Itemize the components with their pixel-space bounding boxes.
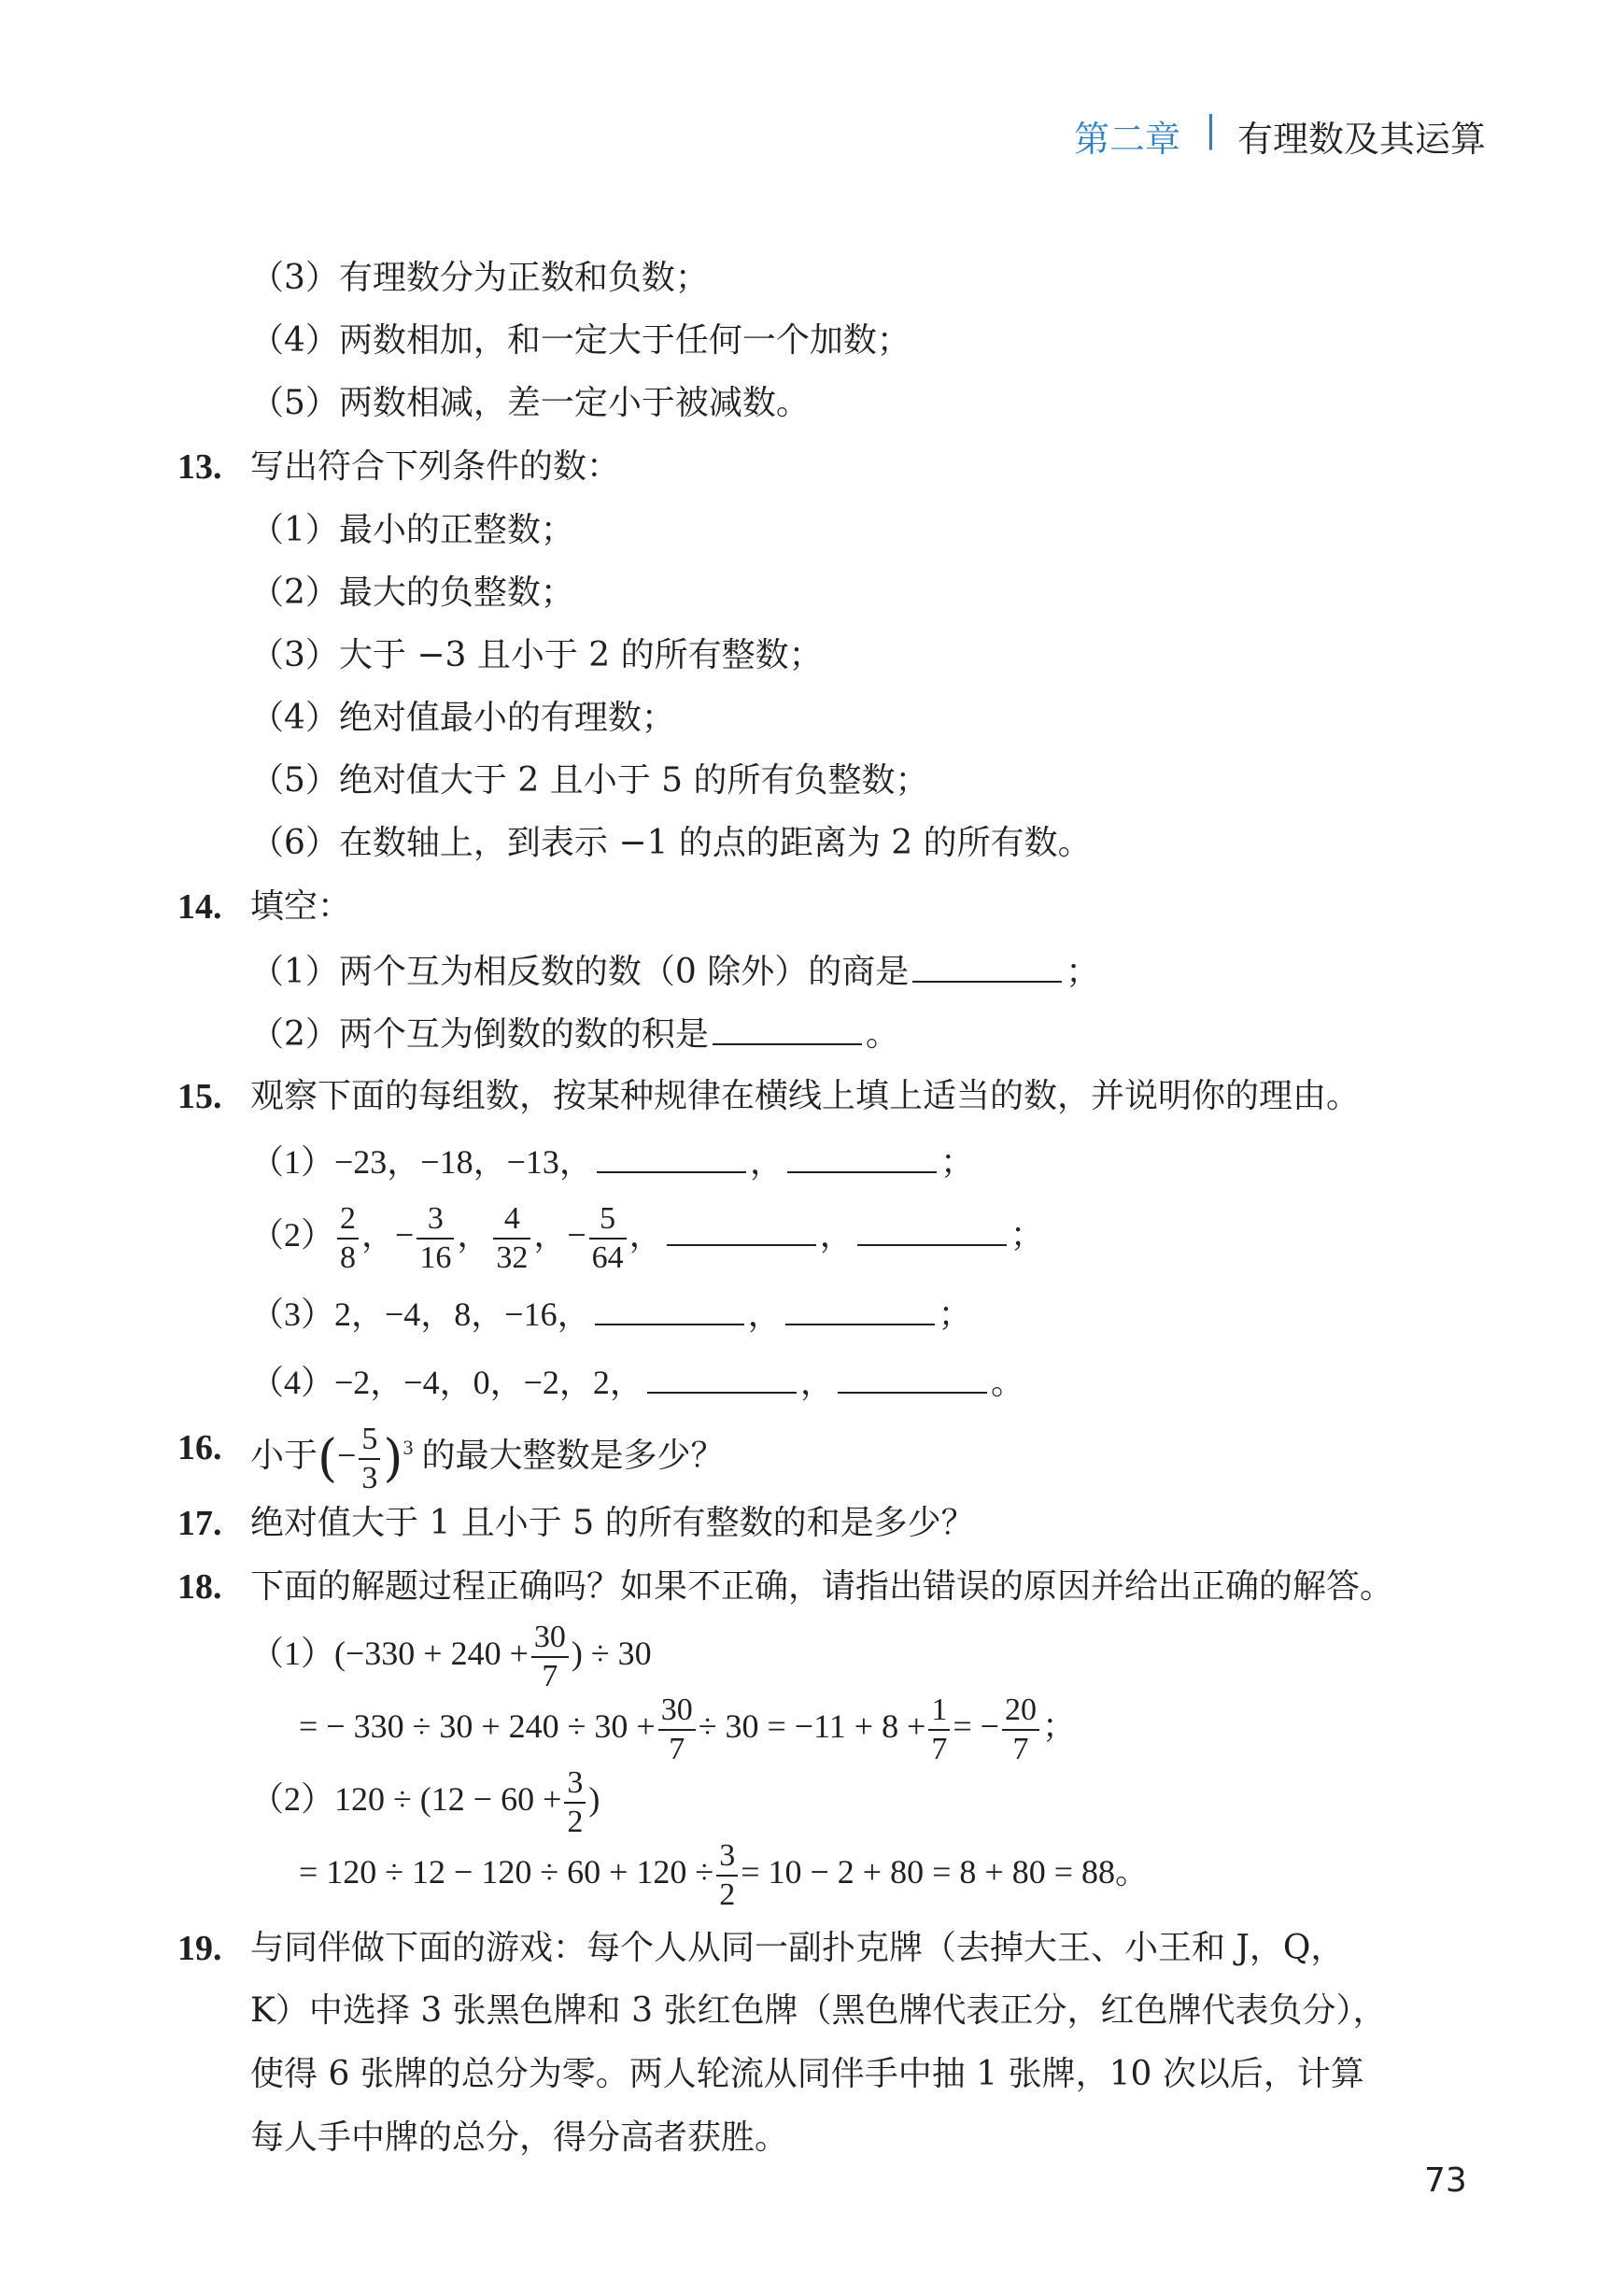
question-number: 13.: [177, 447, 222, 487]
fraction: $\frac{1}{7}$: [928, 1692, 950, 1768]
punctuation: ，: [819, 1216, 854, 1254]
header-separator: |: [1205, 108, 1217, 149]
punctuation: ；: [939, 1143, 974, 1181]
sub-question-text: （4）绝对值最小的有理数；: [250, 699, 675, 737]
question-text: 写出符合下列条件的数：: [250, 447, 621, 486]
fraction: $\frac{3}{16}$: [417, 1200, 454, 1277]
sub-question-text: （2）最大的负整数；: [250, 574, 574, 612]
sub-question-text: （1）两个互为相反数的数（0 除外）的商是: [250, 953, 910, 991]
question-text: 绝对值大于 1 且小于 5 的所有整数的和是多少？: [250, 1504, 975, 1542]
number-sequence: （3）2，−4，8，−16，: [250, 1296, 591, 1333]
fraction: $\frac{2}{8}$: [337, 1200, 359, 1277]
question-text: 下面的解题过程正确吗？如果不正确，请指出错误的原因并给出正确的解答。: [250, 1567, 1394, 1606]
answer-blank[interactable]: [838, 1360, 987, 1394]
punctuation: ；: [1010, 1216, 1044, 1254]
math-expression: 120 ÷ (12 − 60 +: [334, 1780, 562, 1818]
question-text: 小于: [250, 1437, 318, 1474]
fraction: $\frac{20}{7}$: [1002, 1692, 1039, 1768]
chapter-label: 第二章: [1074, 119, 1181, 160]
question-number: 19.: [177, 1929, 222, 1968]
sub-question-text: （5）两数相减，差一定小于被减数。: [250, 384, 810, 422]
answer-blank[interactable]: [785, 1292, 935, 1325]
sub-question-label: （1）: [250, 1635, 335, 1672]
math-expression: = −: [953, 1707, 999, 1745]
answer-blank[interactable]: [597, 1140, 746, 1173]
number-sequence: （1）−23，−18，−13，: [250, 1143, 593, 1181]
fraction: $\frac{30}{7}$: [658, 1692, 696, 1768]
question-text: 与同伴做下面的游戏：每个人从同一副扑克牌（去掉大王、小王和 J，Q，: [250, 1929, 1345, 1967]
sub-question-text: （3）有理数分为正数和负数；: [250, 259, 709, 297]
sub-question-label: （2）: [250, 1216, 335, 1254]
fraction: $\frac{3}{2}$: [716, 1837, 738, 1914]
math-expression: = 10 − 2 + 80 = 8 + 80 = 88。: [741, 1853, 1150, 1891]
fraction: $\frac{4}{32}$: [493, 1200, 530, 1277]
fraction: $\frac{5}{3}$: [359, 1421, 380, 1497]
punctuation: 。: [990, 1364, 1024, 1401]
punctuation: 。: [865, 1015, 899, 1054]
exponent: 3: [402, 1436, 414, 1459]
answer-blank[interactable]: [912, 949, 1062, 983]
math-expression: ) ÷ 30: [571, 1635, 652, 1672]
question-text: K）中选择 3 张黑色牌和 3 张红色牌（黑色牌代表正分，红色牌代表负分），: [250, 1991, 1387, 2030]
answer-blank[interactable]: [857, 1212, 1007, 1246]
math-expression: = − 330 ÷ 30 + 240 ÷ 30 +: [299, 1707, 656, 1745]
question-number: 16.: [177, 1428, 222, 1467]
sub-question-text: （5）绝对值大于 2 且小于 5 的所有负整数；: [250, 761, 929, 800]
question-number: 17.: [177, 1504, 222, 1543]
answer-blank[interactable]: [647, 1360, 797, 1394]
sub-question-text: （4）两数相加，和一定大于任何一个加数；: [250, 321, 911, 360]
question-text: 观察下面的每组数，按某种规律在横线上填上适当的数，并说明你的理由。: [250, 1077, 1361, 1115]
math-expression: ÷ 30 = −11 + 8 +: [698, 1707, 926, 1745]
chapter-title: 有理数及其运算: [1237, 119, 1487, 160]
question-text: 每人手中牌的总分，得分高者获胜。: [250, 2118, 789, 2157]
punctuation: ，: [749, 1143, 784, 1181]
fraction: $\frac{3}{2}$: [564, 1764, 586, 1841]
punctuation: ；: [1066, 953, 1100, 991]
punctuation: ；: [938, 1296, 972, 1333]
sub-question-text: （6）在数轴上，到表示 −1 的点的距离为 2 的所有数。: [250, 824, 1092, 862]
punctuation: ，: [747, 1296, 782, 1333]
sub-question-text: （1）最小的正整数；: [250, 511, 574, 549]
punctuation: ；: [1041, 1707, 1076, 1745]
fraction: $\frac{30}{7}$: [531, 1619, 569, 1695]
page-number: 73: [1424, 2161, 1467, 2200]
question-number: 15.: [177, 1077, 222, 1116]
answer-blank[interactable]: [713, 1012, 862, 1045]
question-text: 的最大整数是多少？: [421, 1437, 725, 1474]
question-number: 14.: [177, 887, 222, 927]
question-text: 填空：: [250, 887, 352, 926]
sub-question-text: （2）两个互为倒数的数的积是: [250, 1015, 709, 1054]
math-expression: (−330 + 240 +: [334, 1635, 529, 1672]
math-expression: ): [588, 1780, 600, 1818]
answer-blank[interactable]: [787, 1140, 937, 1173]
math-expression: = 120 ÷ 12 − 120 ÷ 60 + 120 ÷: [299, 1853, 714, 1891]
number-sequence: （4）−2，−4，0，−2，2，: [250, 1364, 643, 1401]
fraction: $\frac{5}{64}$: [589, 1200, 627, 1277]
answer-blank[interactable]: [667, 1212, 816, 1246]
punctuation: ，: [799, 1364, 834, 1401]
sub-question-text: （3）大于 −3 且小于 2 的所有整数；: [250, 636, 823, 674]
sub-question-label: （2）: [250, 1780, 335, 1818]
answer-blank[interactable]: [595, 1292, 744, 1325]
question-number: 18.: [177, 1567, 222, 1607]
question-text: 使得 6 张牌的总分为零。两人轮流从同伴手中抽 1 张牌，10 次以后，计算: [250, 2055, 1364, 2093]
